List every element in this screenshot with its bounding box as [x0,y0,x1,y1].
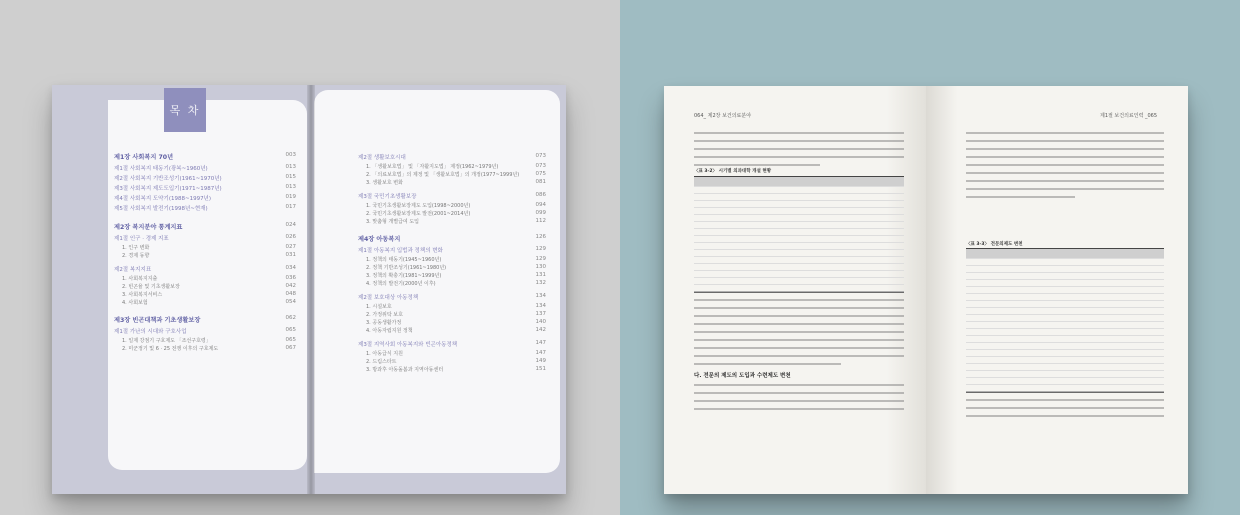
toc-entry-label: 제2절 생활보호시대 [358,155,406,161]
toc-left-list [114,152,296,452]
toc-entry-page: 027 [285,244,296,250]
table-row [966,287,1164,294]
toc-entry-label: 4. 아동자립지원 정책 [366,328,413,334]
toc-entry-page: 067 [285,345,296,351]
table-row [966,266,1164,273]
table-row [694,187,904,194]
toc-entry-page: 015 [285,174,296,180]
toc-entry-page: 036 [285,275,296,281]
table-row [694,243,904,250]
toc-entry-label: 1. 「생활보호법」 및 「자활지도법」 제정(1962~1979년) [366,164,499,170]
table-row [694,271,904,278]
table-row [966,350,1164,357]
toc-entry-page: 065 [285,327,296,333]
toc-entry-page: 140 [535,319,546,325]
table-row [966,343,1164,350]
left-paragraph-1 [694,132,904,172]
toc-entry-label: 4. 사회보험 [122,300,148,306]
toc-entry-label: 제1절 사회복지 태동기(광복~1960년) [114,166,208,172]
right-page-header: 제1절 보건의료인력 _065 [1100,113,1158,119]
toc-entry-page: 065 [285,337,296,343]
left-page [664,86,926,494]
toc-entry-label: 제4절 사회복지 도약기(1988~1997년) [114,196,212,202]
left-paragraph-2 [694,291,904,371]
toc-entry-page: 003 [285,152,296,158]
toc-entry-page: 075 [535,171,546,177]
toc-entry-page: 062 [285,315,296,321]
toc-entry-label: 1. 일제 강점기 구호제도 「조선구호령」 [122,338,211,344]
toc-entry-page: 054 [285,299,296,305]
toc-entry-label: 제3절 국민기초생활보장 [358,194,417,200]
right-paragraph-2 [966,391,1164,423]
table-row [694,257,904,264]
toc-entry-page: 031 [285,252,296,258]
toc-entry-page: 147 [535,350,546,356]
table-row [694,222,904,229]
toc-entry-page: 147 [535,340,546,346]
toc-entry-page: 112 [535,218,546,224]
table-row [966,336,1164,343]
toc-entry-label: 제3절 사회복지 제도도입기(1971~1987년) [114,186,222,192]
toc-entry-page: 013 [285,184,296,190]
toc-entry-label: 1. 시설보호 [366,304,392,310]
toc-entry-label: 제3절 지역사회 아동복지와 빈곤아동정책 [358,342,458,348]
table-row [966,308,1164,315]
toc-entry-label: 제2절 사회복지 기반조성기(1961~1970년) [114,176,222,182]
toc-entry-label: 2. 경제 동향 [122,253,150,259]
table1 [694,176,904,293]
toc-entry-label: 2. 가정위탁 보호 [366,312,403,318]
toc-entry-label: 1. 국민기초생활보장제도 도입(1998~2000년) [366,203,471,209]
toc-entry-page: 017 [285,204,296,210]
table2-caption: 〈표 3-3〉 전문의제도 변천 [966,242,1023,247]
toc-entry-page: 151 [535,366,546,372]
toc-entry-label: 제2절 보호대상 아동정책 [358,295,419,301]
table-row [966,378,1164,385]
toc-entry-page: 013 [285,164,296,170]
toc-entry-page: 019 [285,194,296,200]
table-row [966,294,1164,301]
toc-entry-page: 099 [535,210,546,216]
toc-entry-label: 1. 정책의 태동기(1945~1960년) [366,257,442,263]
toc-entry-label: 3. 공동생활가정 [366,320,402,326]
toc-entry-label: 제2장 복지분야 통계지표 [114,224,183,231]
toc-entry-page: 073 [535,163,546,169]
table2 [966,248,1164,393]
toc-entry-label: 1. 사회복지지출 [122,276,158,282]
left-paragraph-3 [694,384,904,416]
toc-entry-label: 3. 생활보호 변화 [366,180,403,186]
table-row [966,315,1164,322]
left-page-header: 064_ 제2장 보건의료분야 [694,113,752,119]
right-paragraph-1 [966,132,1164,204]
table-row [966,259,1164,266]
toc-entry-label: 제1절 인구 · 경제 지표 [114,236,169,242]
table-row [694,201,904,208]
toc-entry-page: 142 [535,327,546,333]
toc-entry-label: 제2절 복지지표 [114,267,152,273]
toc-book [52,85,566,494]
toc-entry-label: 제1장 사회복지 70년 [114,154,174,161]
toc-entry-page: 149 [535,358,546,364]
toc-entry-page: 126 [535,234,546,240]
toc-entry-page: 130 [535,264,546,270]
toc-entry-page: 129 [535,246,546,252]
toc-entry-label: 2. 정책 기반조성기(1961~1980년) [366,265,447,271]
toc-entry-page: 026 [285,234,296,240]
table-row [966,301,1164,308]
table-row [694,229,904,236]
section-heading: 다. 전문의 제도의 도입과 수련제도 변천 [694,373,791,379]
toc-entry-label: 2. 빈곤율 및 기초생활보장 [122,284,180,290]
content-book [664,86,1188,494]
table-row [966,357,1164,364]
toc-entry-page: 042 [285,283,296,289]
table-row [966,280,1164,287]
table-row [966,322,1164,329]
toc-entry-label: 2. 드림스타트 [366,359,397,365]
toc-entry-page: 024 [285,222,296,228]
table-row [966,273,1164,280]
book-spine [307,85,315,494]
toc-right-list [358,153,546,453]
toc-entry-page: 073 [535,153,546,159]
toc-entry-page: 129 [535,256,546,262]
table-row [694,194,904,201]
table-header [966,249,1164,259]
right-page [926,86,1188,494]
table-row [694,215,904,222]
toc-entry-label: 제4장 아동복지 [358,236,401,243]
toc-entry-label: 제5절 사회복지 발전기(1998년~현재) [114,206,208,212]
table-row [694,250,904,257]
toc-entry-page: 034 [285,265,296,271]
toc-entry-label: 3. 사회복지서비스 [122,292,163,298]
table-row [694,236,904,243]
toc-entry-page: 131 [535,272,546,278]
table-row [694,264,904,271]
toc-title: 목 차 [164,88,206,132]
table-header [694,177,904,187]
toc-entry-page: 132 [535,280,546,286]
table-row [694,208,904,215]
toc-entry-page: 086 [535,192,546,198]
toc-entry-label: 1. 아동급식 지원 [366,351,403,357]
toc-entry-label: 3. 맞춤형 개별급여 도입 [366,219,420,225]
toc-entry-page: 081 [535,179,546,185]
toc-entry-page: 094 [535,202,546,208]
toc-entry-page: 137 [535,311,546,317]
toc-entry-page: 134 [535,303,546,309]
toc-entry-label: 1. 인구 변화 [122,245,150,251]
toc-entry-label: 3. 방과후 아동돌봄과 지역아동센터 [366,367,444,373]
table-row [966,329,1164,336]
toc-entry-label: 제3장 빈곤대책과 기초생활보장 [114,317,201,324]
toc-entry-label: 3. 정책의 확충기(1981~1999년) [366,273,442,279]
toc-entry-label: 2. 「의료보호법」의 제정 및 「생활보호법」의 개정(1977~1999년) [366,172,520,178]
table1-caption: 〈표 3-2〉 시기별 의과대학 개설 현황 [694,169,772,174]
toc-entry-label: 2. 국민기초생활보장제도 발전(2001~2014년) [366,211,471,217]
toc-entry-label: 제1절 가난의 시대와 구호사업 [114,329,187,335]
table-row [694,278,904,285]
table-row [966,371,1164,378]
toc-entry-label: 4. 정책의 발전기(2000년 이후) [366,281,436,287]
table-row [966,364,1164,371]
toc-entry-label: 제1절 아동복지 입법과 정책의 변화 [358,248,443,254]
toc-entry-page: 134 [535,293,546,299]
toc-entry-label: 2. 미군정기 및 6 · 25 전쟁 이후의 구호제도 [122,346,219,352]
toc-entry-page: 048 [285,291,296,297]
